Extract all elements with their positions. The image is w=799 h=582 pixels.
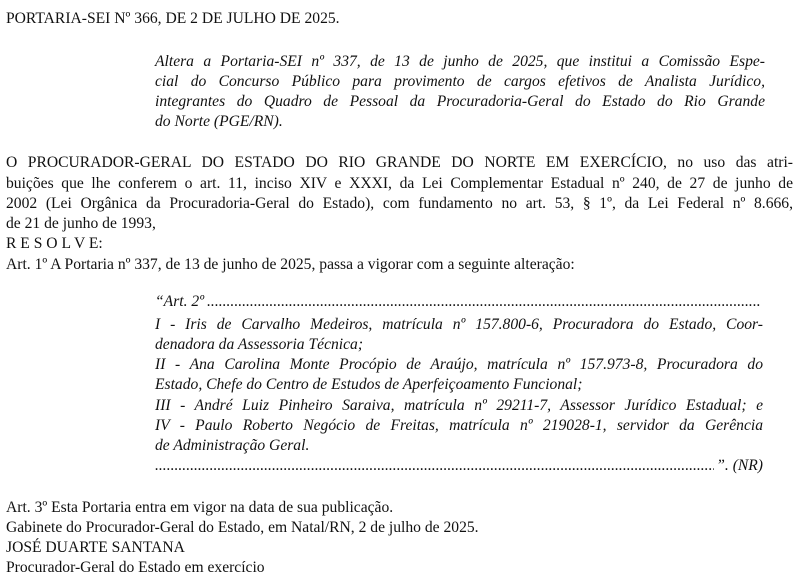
- ementa-line: integrantes do Quadro de Pessoal da Procuradoria-Geral do Estado do Rio Grande: [155, 93, 765, 110]
- amendment-open-text: “Art. 2º: [155, 293, 205, 310]
- dotted-leader: [207, 292, 761, 312]
- amendment-line: Estado, Chefe do Centro de Estudos de Aperfeiçoamento Funcional;: [155, 376, 583, 393]
- signer-role: Procurador-Geral do Estado em exercício: [6, 559, 265, 576]
- preamble-line: O PROCURADOR-GERAL DO ESTADO DO RIO GRANDE DO NORTE EM EXERCÍCIO, no uso das atri-: [6, 154, 793, 171]
- amendment-close-line: [155, 456, 763, 476]
- ementa-line: Altera a Portaria-SEI nº 337, de 13 de junho de 2025, que institui a Comissão Espe-: [155, 53, 765, 70]
- document-title: PORTARIA-SEI Nº 366, DE 2 DE JULHO DE 2025.: [6, 10, 340, 27]
- preamble-line: 2002 (Lei Orgânica da Procuradoria-Geral do Estado), com fundamento no art. 53, § 1º, da Lei Federal nº 8.666,: [6, 195, 793, 212]
- amendment-line: IV - Paulo Roberto Negócio de Freitas, matrícula nº 219028-1, servidor da Gerência: [155, 417, 763, 434]
- amendment-line: denadora da Assessoria Técnica;: [155, 336, 364, 353]
- ementa-line: cial do Concurso Público para provimento de cargos efetivos de Analista Jurídico,: [155, 73, 765, 90]
- signer-name: JOSÉ DUARTE SANTANA: [6, 539, 185, 556]
- preamble-line: buições que lhe conferem o art. 11, inciso XIV e XXXI, da Lei Complementar Estadual nº 240, de 27 de junho de: [6, 175, 793, 192]
- article-1: Art. 1º A Portaria nº 337, de 13 de junho de 2025, passa a vigorar com a seguinte alteração:: [6, 256, 575, 273]
- place-and-date: Gabinete do Procurador-Geral do Estado, em Natal/RN, 2 de julho de 2025.: [6, 519, 479, 536]
- amendment-line: de Administração Geral.: [155, 437, 310, 454]
- amendment-line: I - Iris de Carvalho Medeiros, matrícula nº 157.800-6, Procuradora do Estado, Coor-: [155, 316, 763, 333]
- dotted-leader: [155, 456, 714, 476]
- preamble-line: de 21 de junho de 1993,: [6, 215, 156, 232]
- amendment-open-line: [155, 292, 761, 312]
- ementa-line: do Norte (PGE/RN).: [155, 113, 283, 130]
- resolve-heading: R E S O L V E:: [6, 235, 103, 252]
- article-3: Art. 3º Esta Portaria entra em vigor na data de sua publicação.: [6, 499, 394, 516]
- amendment-close-text: ”. (NR): [716, 457, 763, 474]
- amendment-line: III - André Luiz Pinheiro Saraiva, matrícula nº 29211-7, Assessor Jurídico Estadual; e: [155, 397, 763, 414]
- amendment-line: II - Ana Carolina Monte Procópio de Araújo, matrícula nº 157.973-8, Procuradora do: [155, 356, 763, 373]
